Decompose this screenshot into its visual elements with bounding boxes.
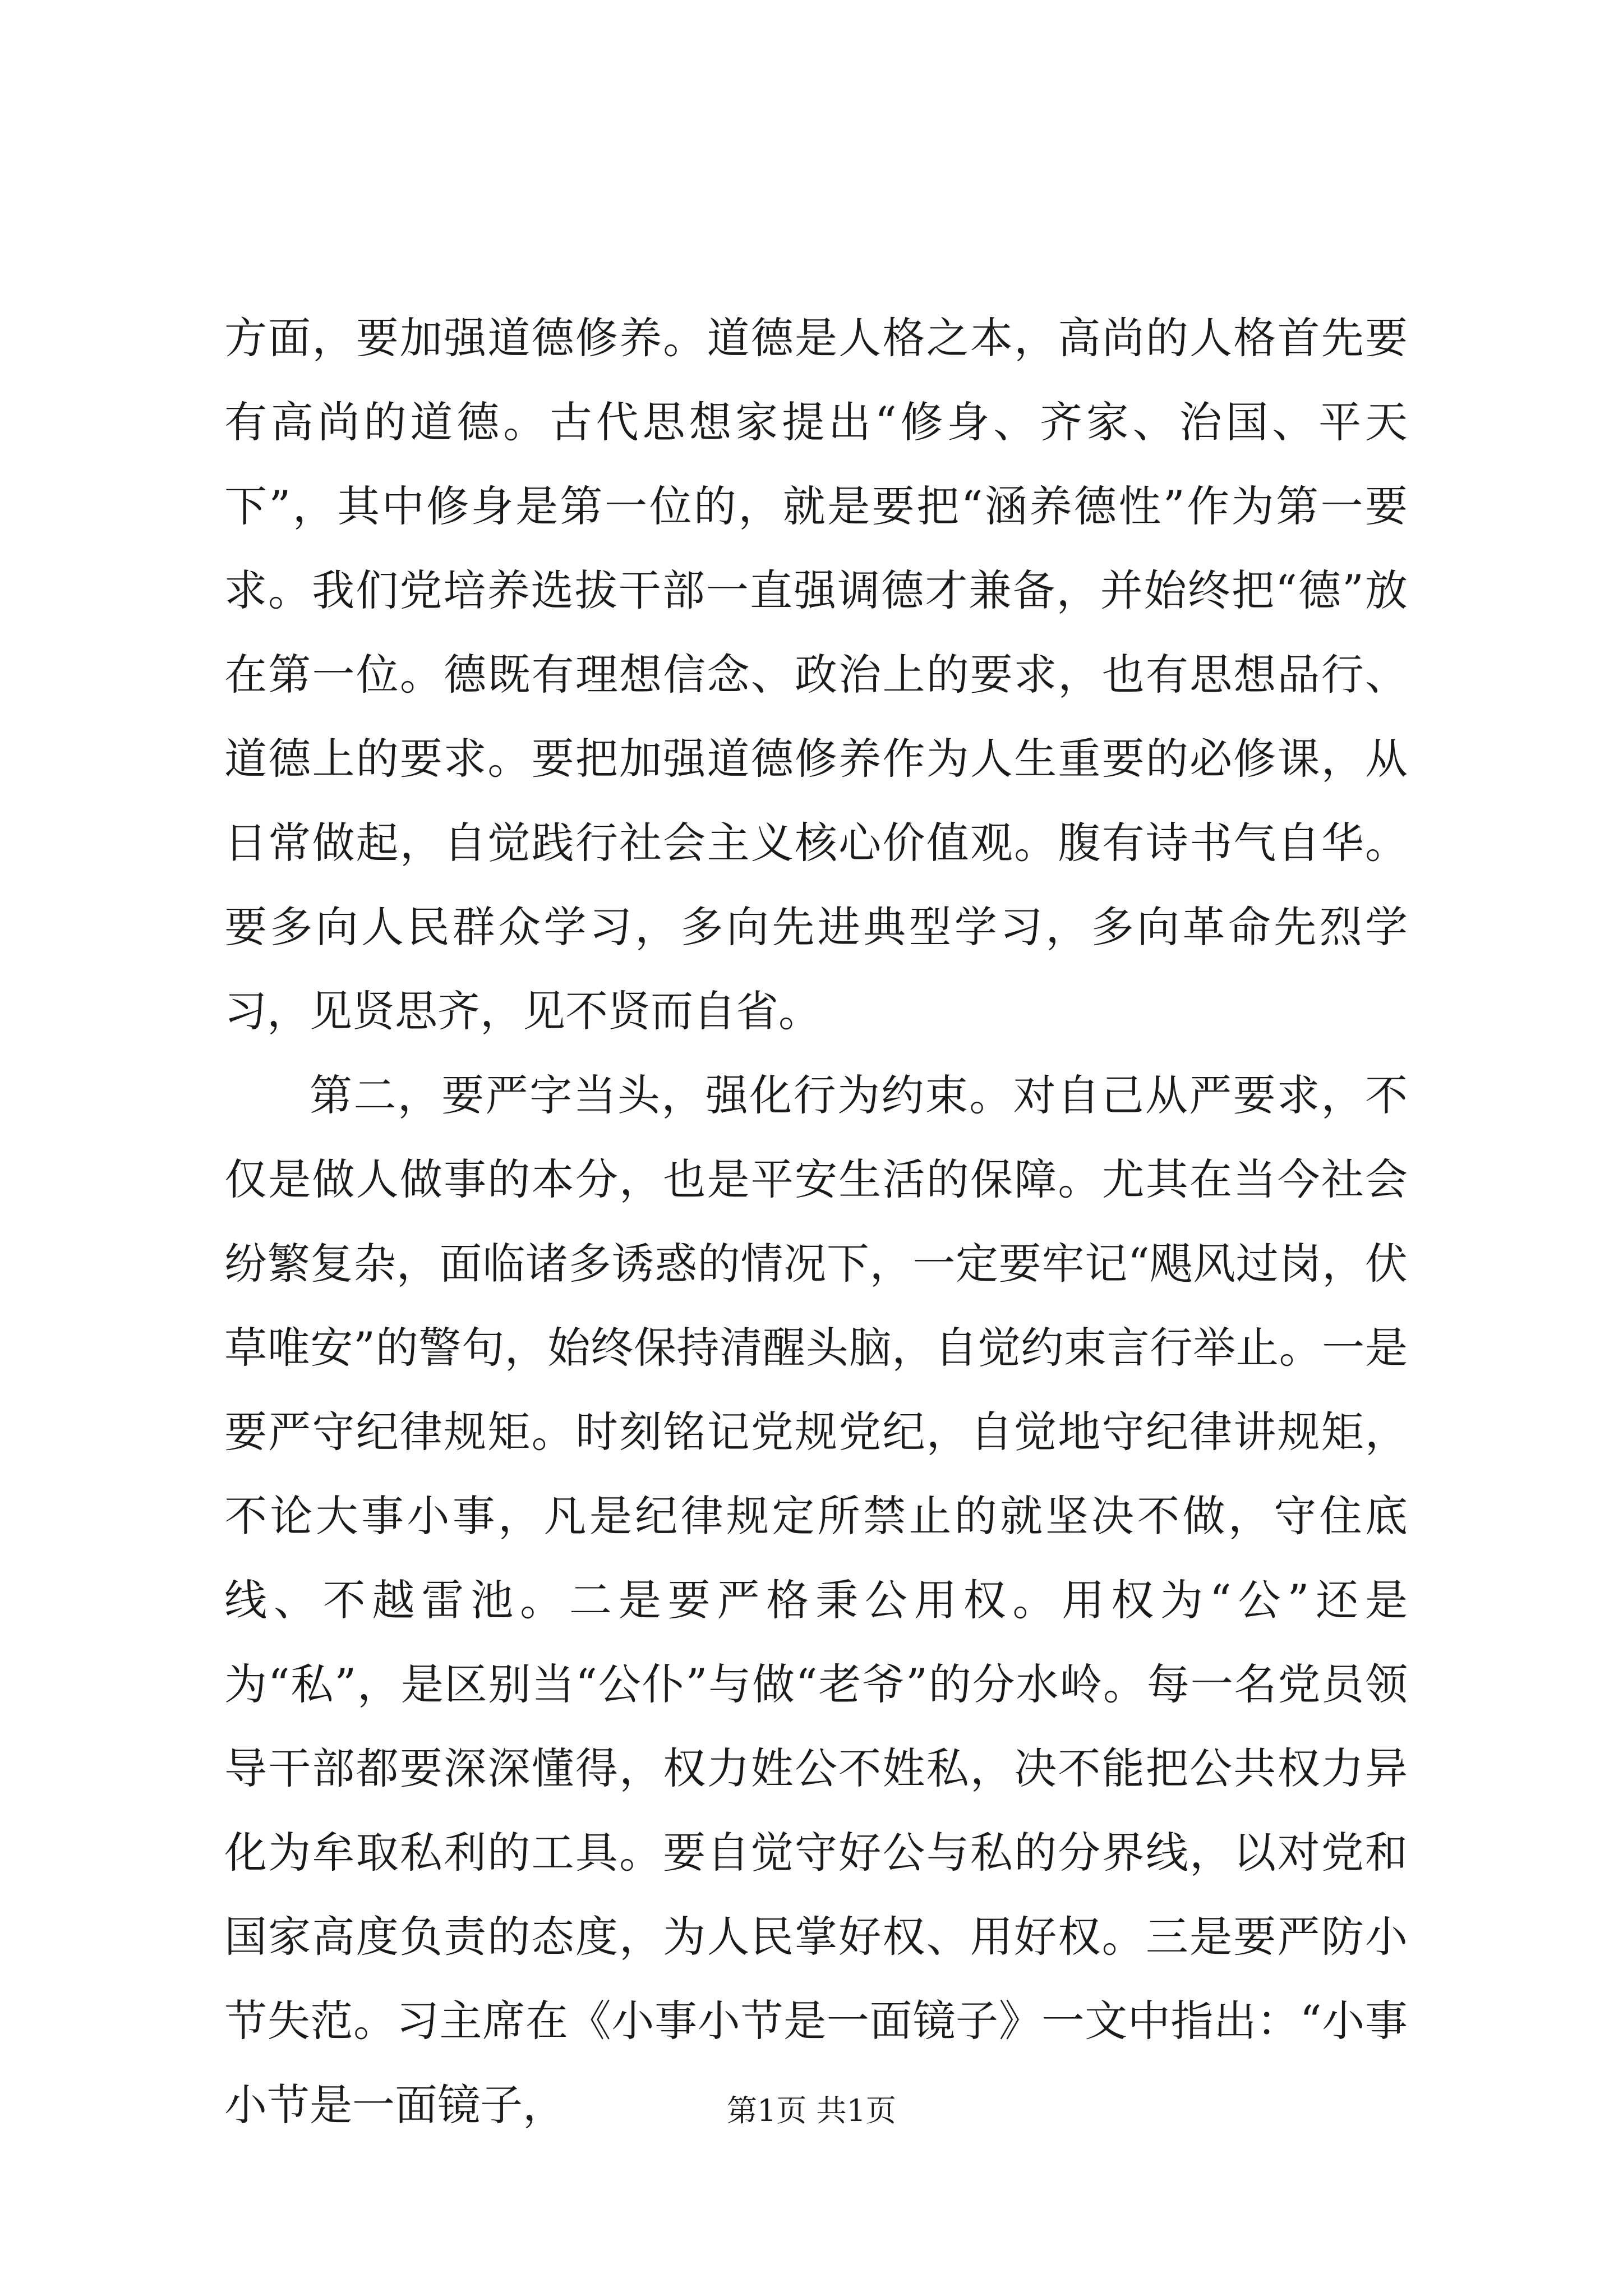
- page-footer: 第1页 共1页: [727, 2093, 896, 2128]
- document-body: [224, 296, 1408, 2147]
- paragraph-continuation: 方面，要加强道德修养。道德是人格之本，高尚的人格首先要有高尚的道德。古代思想家提出“修身、齐家、治国、平天下”，其中修身是第一位的，就是要把“涵养德性”作为第一要求。我们党培养选拔干部一直强调德才兼备，并始终把“德”放在第一位。德既有理想信念、政治上的要求，也有思想品行、道德上的要求。要把加强道德修养作为人生重要的必修课，从日常做起，自觉践行社会主义核心价值观。腹有诗书气自华。要多向人民群众学习，多向先进典型学习，多向革命先烈学习，见贤思齐，见不贤而自省。: [224, 313, 1408, 1036]
- paragraph-second-point: 第二，要严字当头，强化行为约束。对自己从严要求，不仅是做人做事的本分，也是平安生活的保障。尤其在当今社会纷繁复杂，面临诸多诱惑的情况下，一定要牢记“飓风过岗，伏草唯安”的警句，始终保持清醒头脑，自觉约束言行举止。一是要严守纪律规矩。时刻铭记党规党纪，自觉地守纪律讲规矩，不论大事小事，凡是纪律规定所禁止的就坚决不做，守住底线、不越雷池。二是要严格秉公用权。用权为“公”还是为“私”，是区别当“公仆”与做“老爷”的分水岭。每一名党员领导干部都要深深懂得，权力姓公不姓私，决不能把公共权力异化为牟取私利的工具。要自觉守好公与私的分界线，以对党和国家高度负责的态度，为人民掌好权、用好权。三是要严防小节失范。习主席在《小事小节是一面镜子》一文中指出：“小事小节是一面镜子，: [224, 1070, 1408, 2130]
